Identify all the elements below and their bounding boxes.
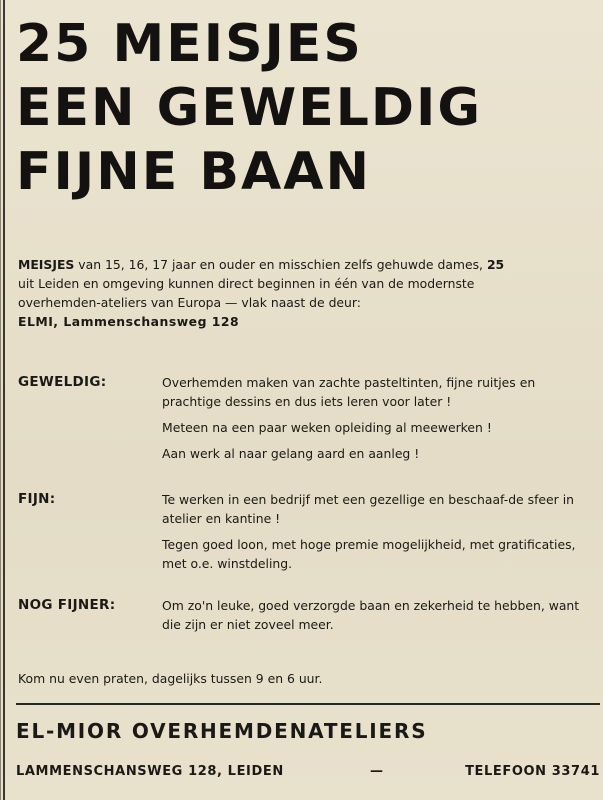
section-label-nog-fijner: NOG FIJNER: (18, 597, 116, 613)
headline-line-3: FIJNE BAAN (16, 142, 372, 202)
headline-line-1: 25 MEISJES (16, 14, 363, 74)
section-label-geweldig: GEWELDIG: (18, 374, 107, 390)
headline (16, 12, 596, 204)
section-body-geweldig (162, 373, 594, 470)
section-paragraph: Tegen goed loon, met hoge premie mogelijkheid, met gratificaties, met o.e. winstdeling. (162, 537, 576, 571)
section-paragraph: Meteen na een paar weken opleiding al meewerken ! (162, 420, 492, 435)
section-paragraph: Aan werk al naar gelang aard en aanleg ! (162, 446, 420, 461)
intro-paragraph (18, 255, 598, 331)
footer-phone: TELEFOON 33741 (465, 764, 600, 779)
intro-text-a: van 15, 16, 17 jaar en ouder en misschien zelfs gehuwde dames, (74, 257, 487, 272)
closing-line: Kom nu even praten, dagelijks tussen 9 en 6 uur. (18, 671, 323, 686)
intro-address: ELMI, Lammenschansweg 128 (18, 314, 240, 329)
section-label-fijn: FIJN: (18, 491, 56, 507)
intro-line-3: overhemden-ateliers van Europa — vlak naast de deur: (18, 295, 361, 310)
section-body-fijn (162, 490, 594, 580)
intro-count: 25 (486, 257, 505, 272)
column-rule (3, 0, 5, 800)
footer-dash: — (370, 764, 384, 779)
section-paragraph: Om zo'n leuke, goed verzorgde baan en zekerheid te hebben, want die zijn er niet zoveel meer. (162, 598, 580, 632)
section-paragraph: Overhemden maken van zachte pasteltinten, fijne ruitjes en prachtige dessins en dus iets leren voor later ! (162, 375, 536, 409)
company-name: EL-MIOR OVERHEMDENATELIERS (16, 719, 428, 743)
divider-rule (16, 703, 600, 705)
column-edge (0, 0, 1, 800)
intro-line-1 (18, 255, 598, 274)
intro-lead: MEISJES (18, 257, 75, 272)
intro-line-2: uit Leiden en omgeving kunnen direct beginnen in één van de modernste (18, 276, 475, 291)
section-body-nog-fijner (162, 596, 594, 641)
section-paragraph: Te werken in een bedrijf met een gezellige en beschaaf-de sfeer in atelier en kantine ! (162, 492, 575, 526)
headline-line-2: EEN GEWELDIG (16, 78, 483, 138)
footer-address: LAMMENSCHANSWEG 128, LEIDEN (16, 764, 284, 779)
